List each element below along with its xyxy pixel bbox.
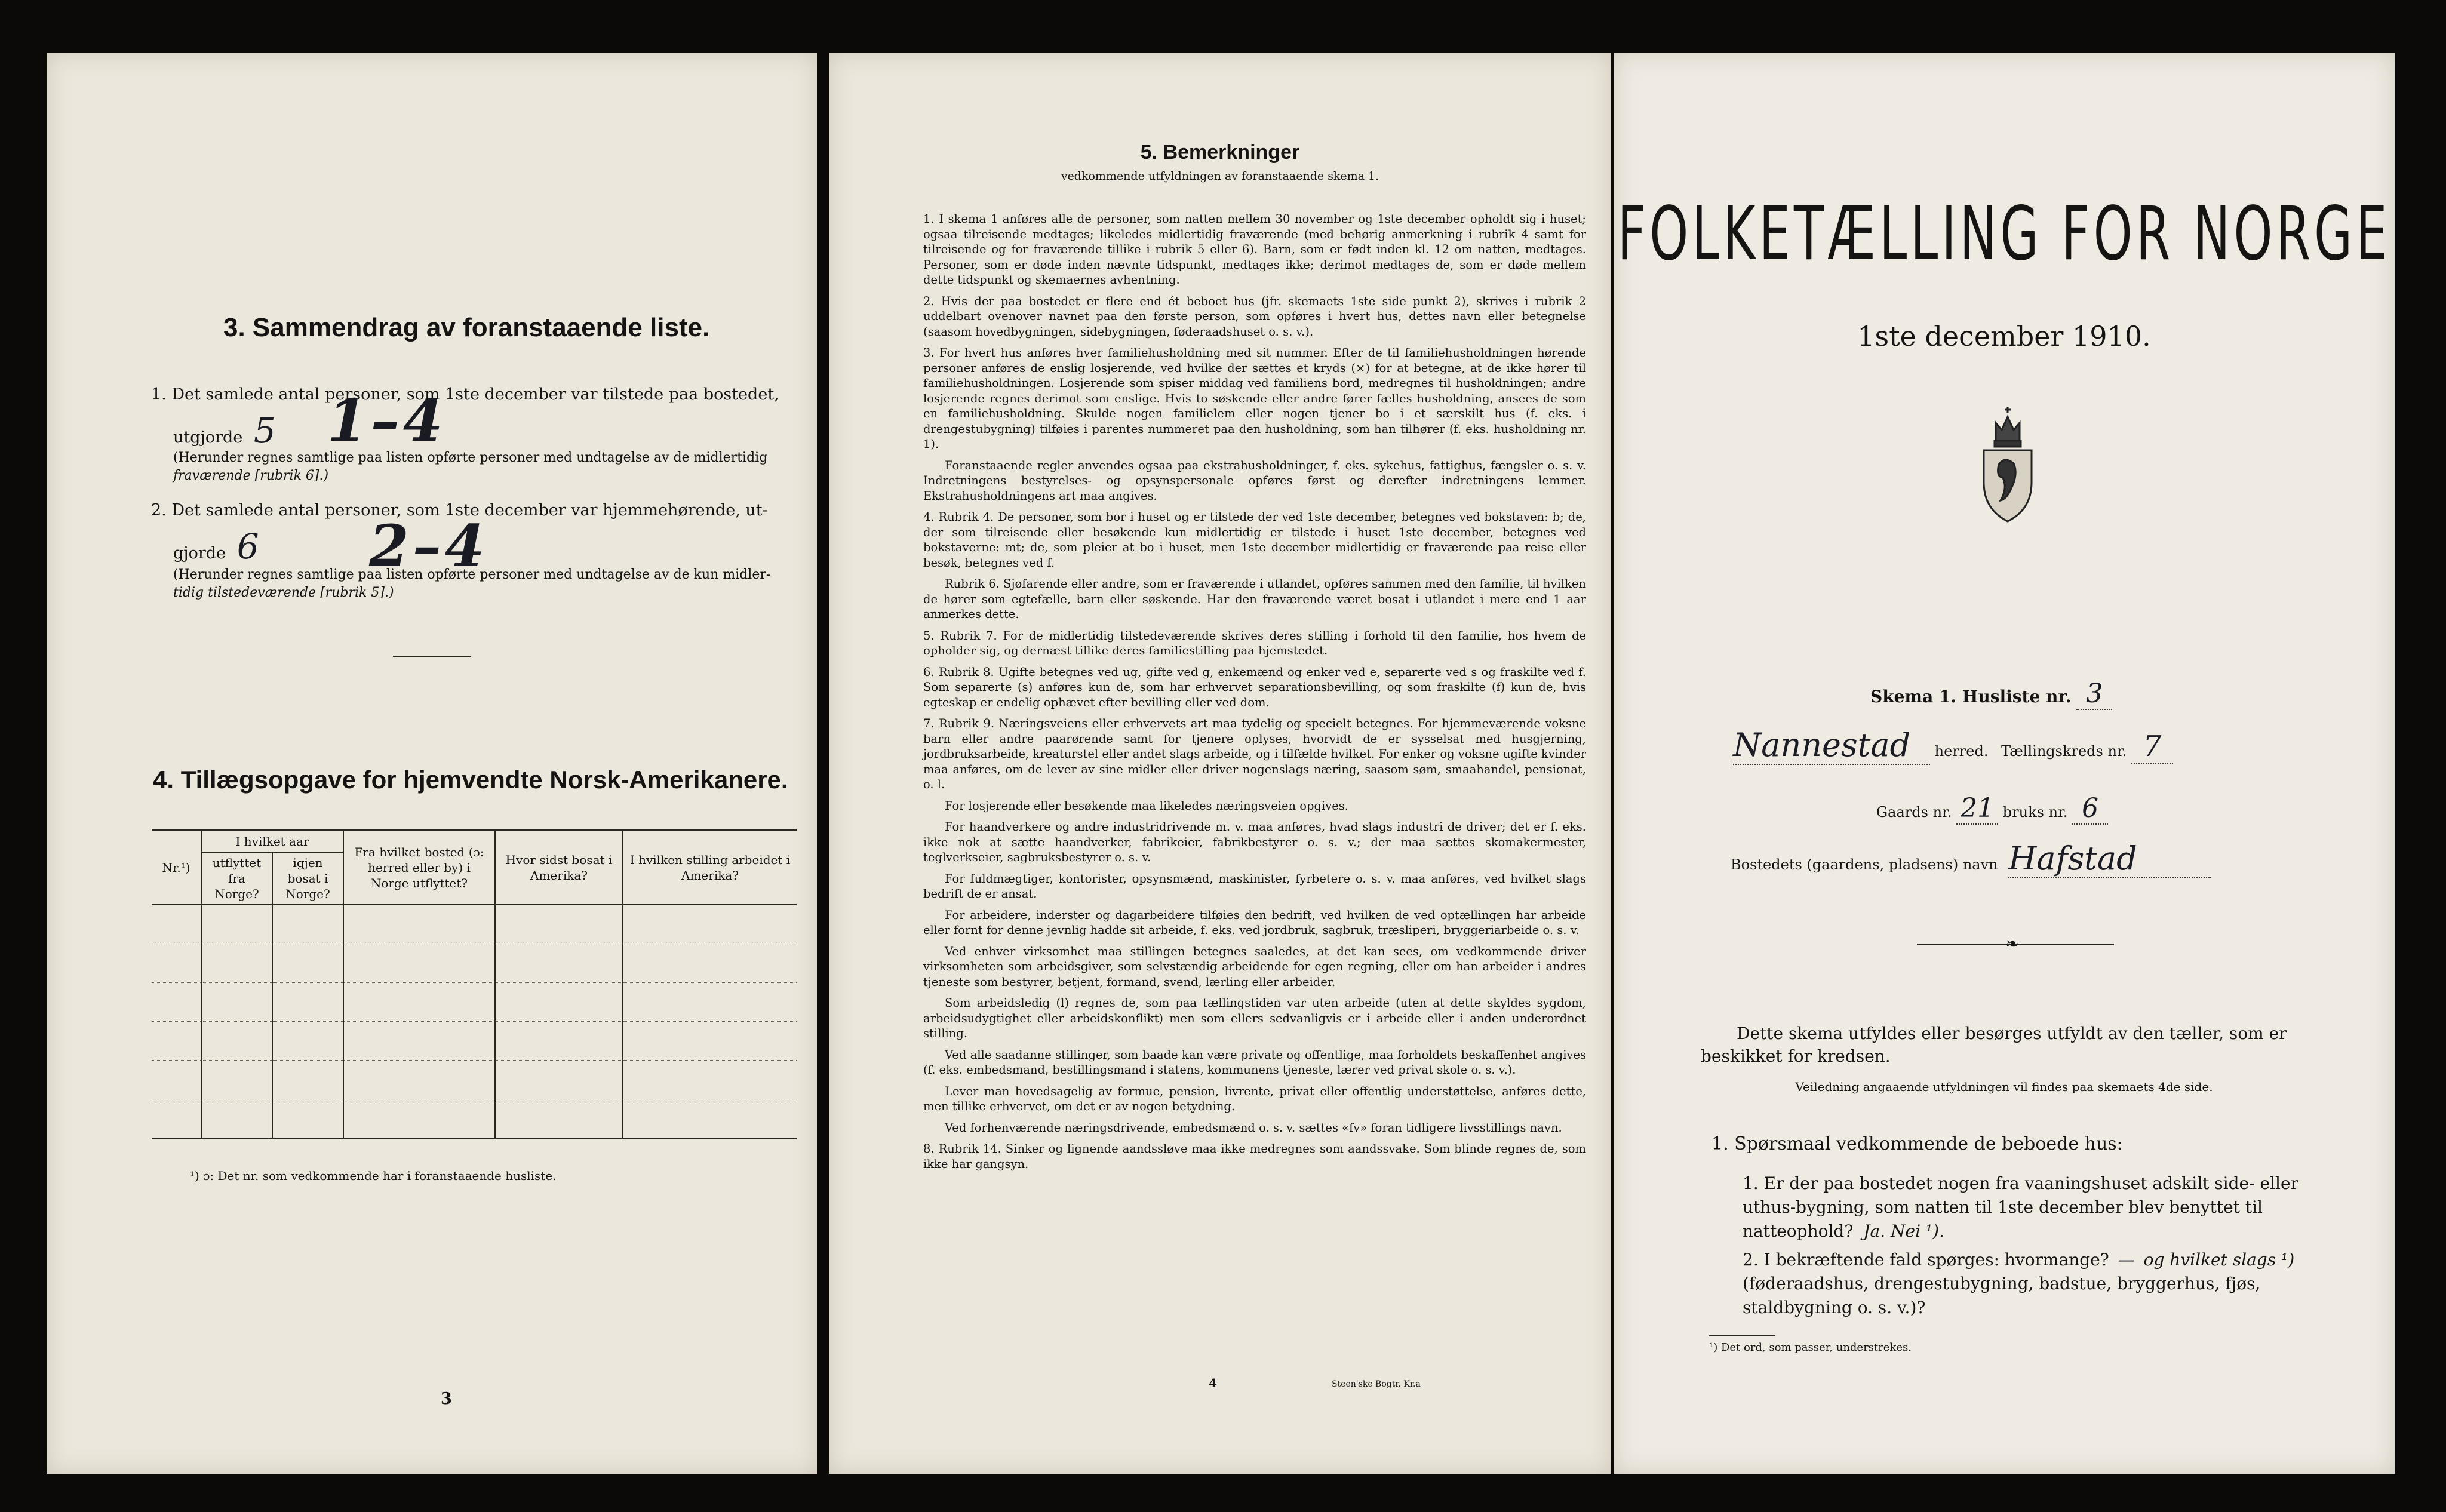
remark-paragraph: For fuldmægtiger, kontorister, opsynsmænd, maskinister, fyrbetere o. s. v. maa anføres, ved hvilket slags bedrift de er ansat. [923,871,1586,901]
right-footnote: ¹) Det ord, som passer, understrekes. [1709,1341,1912,1354]
section-3-title: 3. Sammendrag av foranstaaende liste. [223,313,710,342]
col-utflyttet: utflyttet fra Norge? [201,852,272,905]
question-1 [1743,1172,2316,1243]
remark-paragraph: 3. For hvert hus anføres hver familiehusholdning med sit nummer. Efter de til familiehusholdningen hørende personer anføres de enslig losjerende, ved hvilke der sættes et kryds (×) for at betegne, at de ikke hører til familiehusholdningen. Losjerende som spiser middag ved familiens bord, medregnes til husholdningen; andre losjerende regnes derimot som enslige. Hvis to søskende eller andre fører fælles husholdning, ansees de som en familiehusholdning. Skulde nogen familielem eller nogen tjener bo i et særskilt hus (f. eks. i drengestubygning) tilføies i parentes nummeret paa den husholdning, som han tilhører (f. eks. husholdning nr. 1). [923,346,1586,451]
census-date: 1ste december 1910. [1857,320,2151,352]
table-row [152,983,797,1022]
question-2 [1743,1248,2334,1320]
bruks-label: bruks nr. [2002,804,2068,820]
question-2-dash: — [2118,1250,2135,1270]
remark-paragraph: 5. Rubrik 7. For de midlertidig tilstedeværende skrives deres stilling i forhold til den familie, hos hvem de opholder sig, og dernæst tillike deres familiestilling paa hjemstedet. [923,628,1586,657]
remark-paragraph: For haandverkere og andre industridrivende m. v. maa anføres, hvad slags industri de driver; det er f. eks. ikke nok at sætte haandverker, fabrikeier, fabrikbestyrer o. s. v.; der maa sættes skomakermester, teglverkseier, sagbruksbestyrer o. s. v. [923,820,1586,864]
remark-paragraph: 8. Rubrik 14. Sinker og lignende aandssløve maa ikke medregnes som aandssvake. Som blinde regnes de, som ikke har gangsyn. [923,1142,1586,1171]
remark-paragraph: Ved forhenværende næringsdrivende, embedsmænd o. s. v. sættes «fv» foran tidligere livsstillings navn. [945,1120,1562,1135]
q2-answer-line [173,526,259,567]
right-page [1614,53,2395,1474]
col-group-year: I hvilket aar [201,830,343,852]
q1-note-1: (Herunder regnes samtlige paa listen opførte personer med undtagelse av de midlertidig [173,450,768,465]
remark-paragraph: Som arbeidsledig (l) regnes de, som paa tællingstiden var uten arbeide (uten at dette skyldes sygdom, arbeidsudygtighet eller arbeidskonflikt) men som ellers sedvanligvis er i arbeide eller i anden underordnet stilling. [923,996,1586,1040]
page-number: 4 [1209,1376,1217,1390]
question-2-text-a: 2. I bekræftende fald spørges: hvormange? [1743,1250,2109,1270]
table-row [152,944,797,983]
remark-paragraph: 4. Rubrik 4. De personer, som bor i huset og er tilstede der ved 1ste december, betegnes ved bokstaven: b; de, der som tilreisende eller besøkende kun midlertidig er tilstede i huset 1ste december, betegnes ved bokstaverne: mt; de, som pleier at bo i huset, men 1ste december midlertidig er fraværende paa reise eller besøk, betegnes ved f. [923,510,1586,570]
kreds-label: Tællingskreds nr. [2001,743,2127,760]
remark-paragraph: Rubrik 6. Sjøfarende eller andre, som er fraværende i utlandet, opføres sammen med den familie, til hvilken de hører som egtefælle, barn eller søskende. Har den fraværende været bosat i utlandet i mere end 1 aar anmerkes dette. [923,577,1586,621]
intro-guidance: Veiledning angaaende utfyldningen vil findes paa skemaets 4de side. [1795,1080,2213,1094]
remark-paragraph: 7. Rubrik 9. Næringsveiens eller erhvervets art maa tydelig og specielt betegnes. For hjemmeværende voksne barn eller andre paarørende samt for tjenere oplyses, hvorvidt de er sysselsat med husgjerning, jordbruksarbeide, kreaturstel eller andet slags arbeide, og i tilfælde hvilket. For enker og voksne ugifte kvinder maa anføres, om de lever av sine midler eller driver nogenslags næring, saasom søm, smaahandel, pensionat, o. l. [923,717,1586,791]
bosted-line [1731,840,2211,878]
remark-paragraph: 1. I skema 1 anføres alle de personer, som natten mellem 30 november og 1ste december opholdt sig i huset; ogsaa tilreisende medtages; likeledes midlertidig fraværende (med behørig anmerkning i rubrik 4 samt for tilreisende og for fraværende tillike i rubrik 5 eller 6). Barn, som er født inden kl. 12 om natten, medtages. Personer, som er døde inden nævnte tidspunkt, medtages ikke; derimot medtages de, som er døde mellem dette tidspunkt og skemaernes avhentning. [923,212,1586,287]
herred-value: Nannestad [1733,726,1930,765]
remark-paragraph: For losjerende eller besøkende maa likeledes næringsveien opgives. [945,798,1348,813]
q1-text: 1. Det samlede antal personer, som 1ste december var tilstede paa bostedet, [151,385,779,404]
q1-prefix: utgjorde [173,428,243,447]
q1-note-2: fraværende [rubrik 6].) [173,468,329,483]
husliste-nr: 3 [2076,678,2112,710]
gaards-value: 21 [1956,793,1998,825]
table-row [152,1022,797,1061]
norsk-amerikanere-table [152,829,797,1139]
table-row [152,1061,797,1099]
footnote-rule [1709,1335,1775,1336]
table-row [152,1099,797,1139]
norwegian-coat-of-arms-icon [1972,399,2044,524]
remarks-body [923,211,1586,1178]
question-1-options: Ja. Nei ¹). [1863,1221,1944,1241]
col-stilling: I hvilken stilling arbeidet i Amerika? [623,830,797,905]
table-row [152,905,797,944]
q2-note-1: (Herunder regnes samtlige paa listen opførte personer med undtagelse av de kun midler- [173,567,771,582]
printer-mark: Steen'ske Bogtr. Kr.a [1332,1379,1421,1389]
bosted-label: Bostedets (gaardens, pladsens) navn [1731,856,1998,873]
page-number: 3 [441,1390,452,1408]
herred-line [1733,726,2173,765]
col-fra: Fra hvilket bosted (ɔ: herred eller by) i Norge utflyttet? [343,830,495,905]
question-1-text: 1. Er der paa bostedet nogen fra vaaningshuset adskilt side- eller uthus-bygning, som natten til 1ste december blev benyttet til natteophold? [1743,1173,2298,1241]
remark-paragraph: Foranstaaende regler anvendes ogsaa paa ekstrahusholdninger, f. eks. sykehus, fattighus, fængsler o. s. v. Indretningens bestyrelses- og opsynspersonale opføres først og derefter indretningens lemmer. Ekstrahusholdningens art maa angives. [923,458,1586,503]
col-igjen: igjen bosat i Norge? [272,852,343,905]
census-title: FOLKETÆLLING FOR NORGE [1617,190,2391,277]
intro-text: Dette skema utfyldes eller besørges utfyldt av den tæller, som er beskikket for kredsen. [1701,1024,2287,1066]
table-footnote: ¹) ɔ: Det nr. som vedkommende har i foranstaaende husliste. [190,1169,557,1183]
col-nr: Nr.¹) [152,830,201,905]
divider [393,656,471,657]
remark-paragraph: Ved alle saadanne stillinger, som baade kan være private og offentlige, maa forholdets beskaffenhet angives (f. eks. embedsmand, bestillingsmand i statens, kommunens tjeneste, lærer ved privat skole o. s. v.). [923,1047,1586,1077]
remarks-subtitle: vedkommende utfyldningen av foranstaaende skema 1. [1061,170,1379,183]
bruks-value: 6 [2072,793,2108,825]
col-hvor: Hvor sidst bosat i Amerika? [495,830,623,905]
remark-paragraph: For arbeidere, inderster og dagarbeidere tilføies den bedrift, ved hvilken de ved optællingen har arbeide eller fornt for denne jevnlig hadde sit arbeide, f. eks. ved jordbruk, sagbruk, træsliperi, bryggeriarbeide o. s. v. [923,908,1586,937]
gaards-line [1876,793,2108,825]
kreds-value: 7 [2131,730,2173,764]
question-heading: 1. Spørsmaal vedkommende de beboede hus: [1711,1133,2123,1154]
q2-handwritten-range: 2–4 [369,512,488,580]
bosted-value: Hafstad [2008,840,2211,878]
q1-answer-line [173,410,276,451]
q2-value: 6 [236,526,259,567]
q2-text: 2. Det samlede antal personer, som 1ste december var hjemmehørende, ut- [151,501,768,520]
question-2-text-b: og hvilket slags ¹) [2143,1250,2295,1270]
gaards-label: Gaards nr. [1876,804,1952,820]
skema-label: Skema 1. Husliste nr. [1870,687,2072,706]
remark-paragraph: 2. Hvis der paa bostedet er flere end ét beboet hus (jfr. skemaets 1ste side punkt 2), skrives i rubrik 2 uddelbart ovenover navnet paa den første person, som opføres i hvert hus, dettes navn eller betegnelse (saasom hovedbygningen, sidebygningen, føderaadshuset o. s. v.). [923,294,1586,339]
remarks-title: 5. Bemerkninger [1140,141,1300,164]
section-4-title: 4. Tillægsopgave for hjemvendte Norsk-Amerikanere. [153,766,788,794]
remark-paragraph: Ved enhver virksomhet maa stillingen betegnes saaledes, at det kan sees, om vedkommende driver virksomheten som arbeidsgiver, som selvstændig arbeidende for egen regning, eller om han arbeider i andres tjeneste som bestyrer, betjent, formand, svend, lærling eller arbeider. [923,944,1586,989]
question-2-text-c: (føderaadshus, drengestubygning, badstue, bryggerhus, fjøs, staldbygning o. s. v.)? [1743,1274,2261,1317]
q1-handwritten-range: 1–4 [327,387,447,454]
q2-note-2: tidig tilstedeværende [rubrik 5].) [173,585,394,600]
left-page [47,53,817,1474]
skema-line [1870,678,2112,710]
q2-prefix: gjorde [173,544,226,563]
herred-label: herred. [1934,743,1989,760]
remark-paragraph: 6. Rubrik 8. Ugifte betegnes ved ug, gifte ved g, enkemænd og enker ved e, separerte ved s og fraskilte ved f. Som separerte (s) anføres kun de, som har erhvervet separationsbevilling, og som fraskilte (f) kun de, hvis egteskap er endelig ophævet efter bevilling eller ved dom. [923,665,1586,709]
middle-page [829,53,1611,1474]
remark-paragraph: Lever man hovedsagelig av formue, pension, livrente, privat eller offentlig understøttelse, anføres dette, men tillike erhvervet, om det er av nogen betydning. [923,1084,1586,1113]
ornament-icon: ❧ [2005,934,2020,954]
q1-value: 5 [253,410,276,451]
